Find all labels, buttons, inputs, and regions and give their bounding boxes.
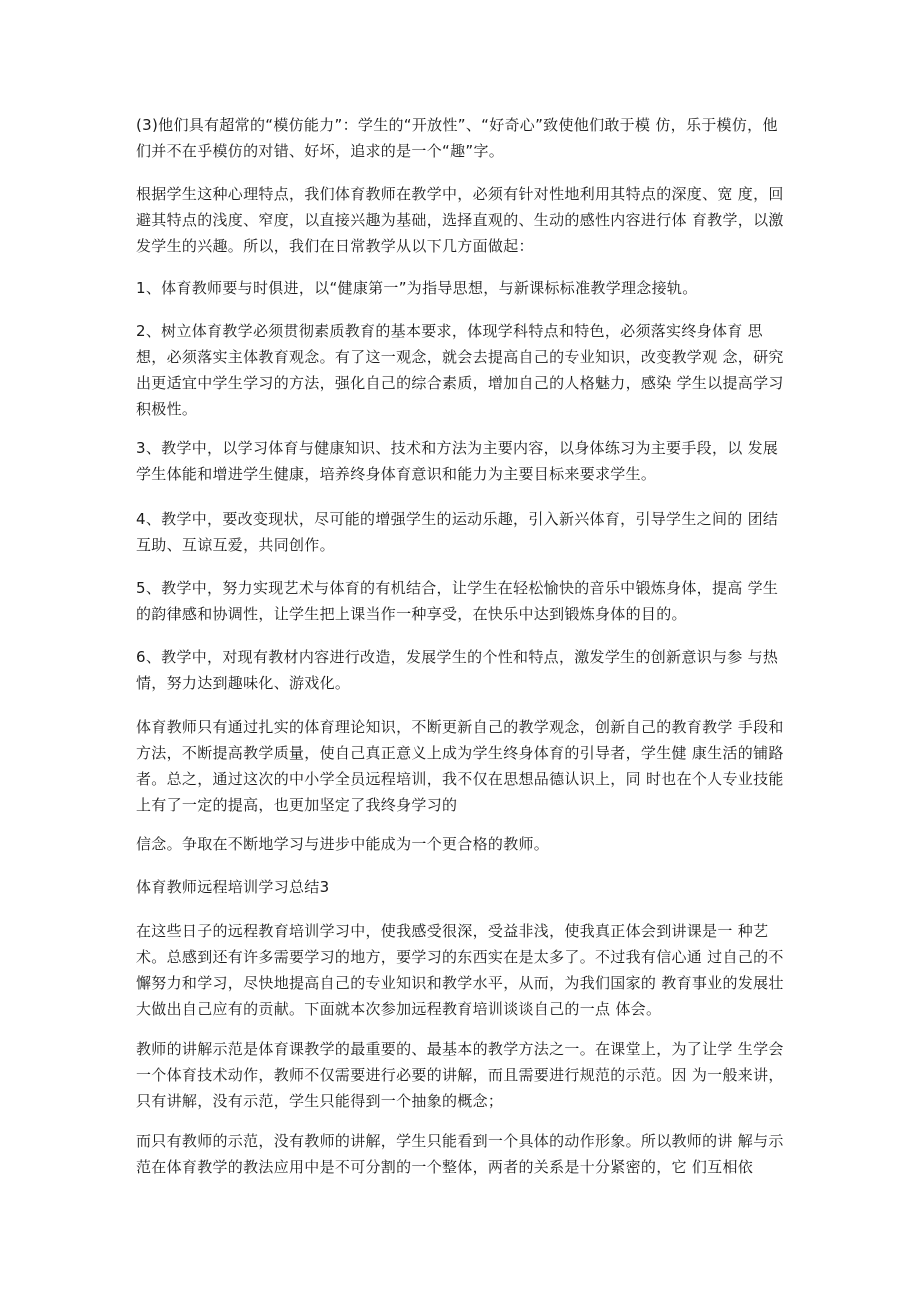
paragraph-item-5: 5、教学中，努力实现艺术与体育的有机结合，让学生在轻松愉快的音乐中锻炼身体，提高 学生的韵律感和协调性，让学生把上课当作一种享受，在快乐中达到锻炼身体的目的。 [136, 579, 779, 623]
paragraph-item-1: 1、体育教师要与时俱进，以“健康第一”为指导思想，与新课标标准教学理念接轨。 [136, 279, 698, 297]
paragraph-item-2: 2、树立体育教学必须贯彻素质教育的基本要求，体现学科特点和特色，必须落实终身体育 思想，必须落实主体教育观念。有了这一观念，就会去提高自己的专业知识，改变教学观 念，研究出更适宜中学生学习的方法，强化自己的综合素质，增加自己的人格魅力，感染 学生以提高学习积极性。 [136, 322, 784, 418]
section-heading: 体育教师远程培训学习总结3 [136, 878, 330, 896]
paragraph-teacher-summary: 体育教师只有通过扎实的体育理论知识，不断更新自己的教学观念，创新自己的教育教学 手段和方法，不断提高教学质量，使自己真正意义上成为学生终身体育的引导者，学生健 康生活的铺路者。总之，通过这次的中小学全员远程培训，我不仅在思想品德认识上，同 时也在个人专业技能上有了一定的提高，也更加坚定了我终身学习的 [136, 718, 784, 814]
paragraph-training-experience: 在这些日子的远程教育培训学习中，使我感受很深，受益非浅，使我真正体会到讲课是一 种艺术。总感到还有许多需要学习的地方，要学习的东西实在是太多了。不过我有信心通 过自己的不懈努力和学习，尽快地提高自己的专业知识和教学水平，从而，为我们国家的 教育事业的发展壮大做出自己应有的贡献。下面就本次参加远程教育培训谈谈自己的一点 体会。 [136, 922, 784, 1018]
paragraph-psychology-features: 根据学生这种心理特点，我们体育教师在教学中，必须有针对性地利用其特点的深度、宽 度，回避其特点的浅度、窄度，以直接兴趣为基础，选择直观的、生动的感性内容进行体 育教学，以激发学生的兴趣。所以，我们在日常教学从以下几方面做起： [136, 185, 784, 255]
paragraph-item-6: 6、教学中，对现有教材内容进行改造，发展学生的个性和特点，激发学生的创新意识与参 与热情，努力达到趣味化、游戏化。 [136, 648, 779, 692]
paragraph-belief: 信念。争取在不断地学习与进步中能成为一个更合格的教师。 [136, 835, 550, 853]
paragraph-demonstration: 教师的讲解示范是体育课教学的最重要的、最基本的教学方法之一。在课堂上，为了让学 生学会一个体育技术动作，教师不仅需要进行必要的讲解，而且需要进行规范的示范。因 为一般来讲，只有讲解，没有示范，学生只能得到一个抽象的概念； [136, 1040, 784, 1110]
paragraph-imitation-ability: (3)他们具有超常的“模仿能力”：学生的“开放性”、“好奇心”致使他们敢于模 仿，乐于模仿，他们并不在乎模仿的对错、好坏，追求的是一个“趣”字。 [136, 116, 778, 160]
paragraph-item-3: 3、教学中，以学习体育与健康知识、技术和方法为主要内容，以身体练习为主要手段，以 发展学生体能和增进学生健康，培养终身体育意识和能力为主要目标来要求学生。 [136, 439, 779, 483]
paragraph-item-4: 4、教学中，要改变现状，尽可能的增强学生的运动乐趣，引入新兴体育，引导学生之间的 团结互助、互谅互爱，共同创作。 [136, 510, 779, 554]
paragraph-demonstration-continued: 而只有教师的示范，没有教师的讲解，学生只能看到一个具体的动作形象。所以教师的讲 解与示范在体育教学的教法应用中是不可分割的一个整体，两者的关系是十分紧密的，它 们互相依 [136, 1132, 784, 1176]
